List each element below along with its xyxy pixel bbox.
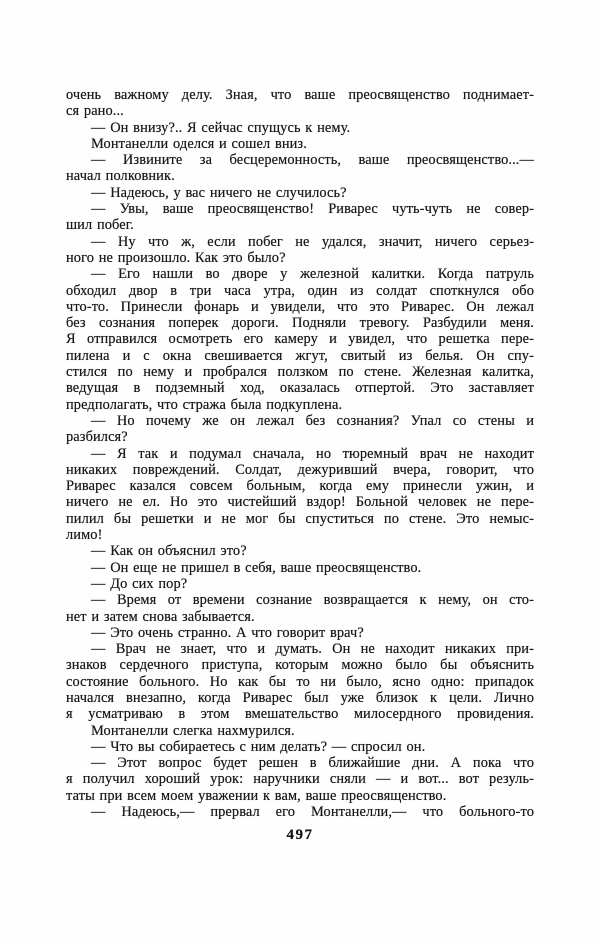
text-line: пилил бы решетки и не мог бы спуститься по стене. Это немыс- (66, 510, 534, 527)
text-line: таты при всем моем уважении к вам, ваше преосвященство. (66, 787, 447, 804)
text-line: — Этот вопрос будет решен в ближайшие дни. А пока что (91, 755, 534, 772)
text-line: разбился? (66, 429, 128, 446)
text-line: очень важному делу. Зная, что ваше преосвященство поднимает- (66, 87, 534, 103)
text-line: — Он внизу?.. Я сейчас спущусь к нему. (91, 119, 351, 136)
text-line: — Надеюсь,— прервал его Монтанелли,— что больного-то (91, 804, 534, 821)
text-line: Риварес казался совсем больным, когда ему принесли ужин, и (66, 478, 534, 495)
text-line: Монтанелли слегка нахмурился. (91, 722, 295, 739)
text-line: лимо! (66, 527, 103, 544)
text-line: — Время от времени сознание возвращается к нему, он сто- (91, 592, 534, 609)
text-line: ся рано... (66, 103, 124, 120)
text-line: — До сих пор? (91, 575, 188, 592)
text-line: предполагать, что стража была подкуплена. (66, 396, 343, 413)
text-line: пилена и с окна свешивается жгут, свитый из белья. Он спу- (66, 347, 534, 364)
text-line: — Но почему же он лежал без сознания? Упал со стены и (91, 412, 534, 429)
text-line: ничего не ел. Но это чистейший вздор! Больной человек не пере- (66, 494, 534, 511)
text-line: — Увы, ваше преосвященство! Риварес чуть-чуть не совер- (91, 201, 534, 218)
text-line: нет и затем снова забывается. (66, 608, 255, 625)
text-line: начался внезапно, когда Риварес был уже близок к цели. Лично (66, 689, 534, 706)
text-line: знаков сердечного приступа, которым можно было бы объяснить (66, 657, 534, 674)
text-line: я усматриваю в этом вмешательство милосердного провидения. (66, 706, 534, 723)
text-line: что-то. Принесли фонарь и увидели, что это Риварес. Он лежал (66, 298, 534, 315)
text-line: шил побег. (66, 217, 134, 234)
text-line: обходил двор в три часа утра, один из солдат споткнулся обо (66, 282, 534, 299)
text-line: начал полковник. (66, 168, 175, 185)
text-line: Монтанелли оделся и сошел вниз. (91, 135, 307, 152)
text-line: — Как он объяснил это? (91, 543, 247, 560)
text-line: — Что вы собираетесь с ним делать? — спросил он. (91, 738, 426, 755)
page-number: 497 (286, 827, 314, 843)
text-line: — Врач не знает, что и думать. Он не находит никаких при- (91, 641, 534, 658)
text-line: я получил хороший урок: наручники сняли — и вот... вот резуль- (66, 771, 534, 788)
text-line: — Его нашли во дворе у железной калитки. Когда патруль (91, 266, 534, 283)
text-line: состояние больного. Но как бы то ни было, ясно одно: припадок (66, 673, 534, 690)
text-block (66, 87, 534, 820)
text-line: без сознания поперек дороги. Подняли тревогу. Разбудили меня. (66, 315, 534, 332)
text-line: ведущая в подземный ход, оказалась отпертой. Это заставляет (66, 380, 534, 397)
text-line: — Это очень странно. А что говорит врач? (91, 624, 364, 641)
text-line: Я отправился осмотреть его камеру и увидел, что решетка пере- (66, 331, 534, 348)
text-line: никаких повреждений. Солдат, дежуривший вчера, говорит, что (66, 461, 534, 478)
text-line: — Надеюсь, у вас ничего не случилось? (91, 184, 347, 201)
text-line: — Извините за бесцеремонность, ваше преосвященство...— (91, 152, 534, 169)
text-line: — Он еще не пришел в себя, ваше преосвященство. (91, 559, 422, 576)
text-line: стился по нему и пробрался ползком по стене. Железная калитка, (66, 364, 534, 381)
text-line: ного не произошло. Как это было? (66, 249, 286, 266)
text-line: — Я так и подумал сначала, но тюремный врач не находит (91, 445, 534, 462)
text-line: — Ну что ж, если побег не удался, значит, ничего серьез- (91, 233, 534, 250)
